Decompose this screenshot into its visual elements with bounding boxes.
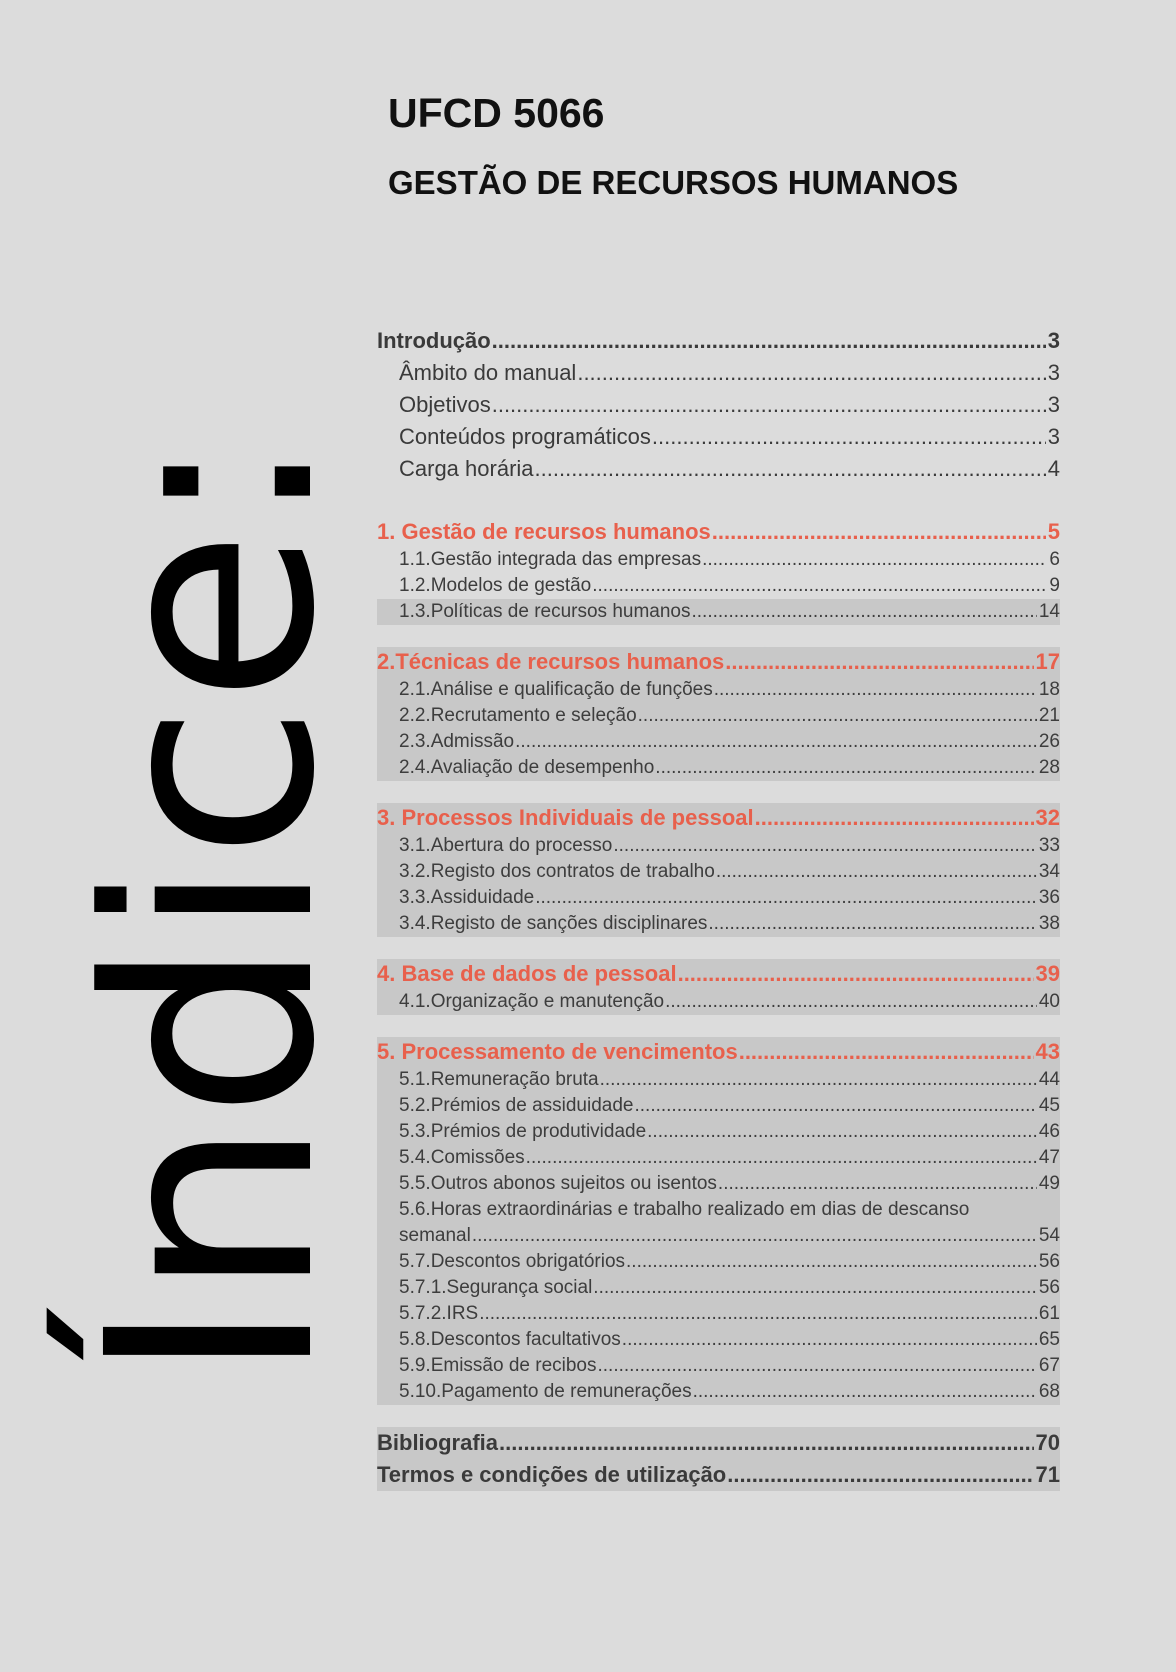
- course-title: GESTÃO DE RECURSOS HUMANOS: [388, 164, 959, 201]
- toc-entry-bibliografia[interactable]: [377, 1427, 1060, 1459]
- toc-leader-dots: [712, 517, 1046, 547]
- toc-entry-label: Âmbito do manual: [399, 360, 577, 385]
- spacer: [377, 625, 1060, 647]
- toc-leader-dots: [526, 1145, 1037, 1171]
- toc-entry-page: 70: [1035, 1430, 1060, 1455]
- toc-leader-dots: [692, 599, 1037, 625]
- toc-entry-page: 44: [1038, 1069, 1060, 1090]
- side-title: Índice:: [46, 433, 377, 1383]
- toc-entry[interactable]: [377, 729, 1060, 755]
- toc-entry-label: Termos e condições de utilização: [377, 1462, 727, 1487]
- toc-leader-dots: [678, 959, 1034, 989]
- toc-leader-dots: [702, 547, 1047, 573]
- toc-leader-dots: [634, 1093, 1036, 1119]
- toc-leader-dots: [592, 573, 1047, 599]
- toc-entry-label: 5.2.Prémios de assiduidade: [399, 1095, 634, 1116]
- toc-entry-page: 18: [1038, 679, 1060, 700]
- toc-entry-label: Conteúdos programáticos: [399, 424, 651, 449]
- toc-entry[interactable]: [377, 573, 1060, 599]
- toc-entry[interactable]: [377, 599, 1060, 625]
- toc-entry-label-continued: semanal: [399, 1225, 471, 1246]
- toc-entry-page: 14: [1038, 601, 1060, 622]
- toc-chapter-page: 32: [1035, 805, 1060, 830]
- toc-leader-dots: [665, 989, 1037, 1015]
- toc-entry-label: 5.7.Descontos obrigatórios: [399, 1251, 626, 1272]
- toc-entry[interactable]: [377, 911, 1060, 937]
- toc-entry-page: 56: [1038, 1251, 1060, 1272]
- toc-entry-page: 9: [1049, 575, 1060, 596]
- toc-chapter-page: 17: [1035, 649, 1060, 674]
- toc-leader-dots: [622, 1327, 1037, 1353]
- toc-entry-label: 3.4.Registo de sanções disciplinares: [399, 913, 708, 934]
- toc-entry-page: 3: [1047, 360, 1060, 385]
- toc-entry-label: 5.4.Comissões: [399, 1147, 525, 1168]
- toc-entry-label: 1.1.Gestão integrada das empresas: [399, 549, 702, 570]
- toc-entry-page: 3: [1047, 392, 1060, 417]
- toc-entry-page: 40: [1038, 991, 1060, 1012]
- toc-leader-dots: [626, 1249, 1037, 1275]
- toc-entry-label: 1.3.Políticas de recursos humanos: [399, 601, 691, 622]
- toc-entry-wrapped-first-line[interactable]: [377, 1197, 1060, 1223]
- toc-chapter-3[interactable]: [377, 803, 1060, 833]
- toc-entry-page: 33: [1038, 835, 1060, 856]
- toc-entry-label: 5.7.1.Segurança social: [399, 1277, 593, 1298]
- toc-entry[interactable]: [377, 1119, 1060, 1145]
- toc-chapter-4[interactable]: [377, 959, 1060, 989]
- toc-chapter-label: 5. Processamento de vencimentos: [377, 1039, 738, 1064]
- toc-chapter-page: 43: [1035, 1039, 1060, 1064]
- spacer: [377, 485, 1060, 517]
- toc-leader-dots: [727, 1459, 1033, 1491]
- toc-leader-dots: [693, 1379, 1037, 1405]
- toc-entry-page: 49: [1038, 1173, 1060, 1194]
- toc-entry-label: 5.9.Emissão de recibos: [399, 1355, 597, 1376]
- toc-entry-label: 1.2.Modelos de gestão: [399, 575, 592, 596]
- toc-leader-dots: [515, 729, 1037, 755]
- toc-entry-label: 5.5.Outros abonos sujeitos ou isentos: [399, 1173, 717, 1194]
- toc-entry-label: 5.1.Remuneração bruta: [399, 1069, 599, 1090]
- toc-entry-page: 47: [1038, 1147, 1060, 1168]
- toc-entry[interactable]: [377, 1275, 1060, 1301]
- toc-entry-label: 2.1.Análise e qualificação de funções: [399, 679, 713, 700]
- toc-entry[interactable]: [377, 755, 1060, 781]
- toc-chapter-1[interactable]: [377, 517, 1060, 547]
- toc-entry[interactable]: [377, 547, 1060, 573]
- toc-entry[interactable]: [377, 885, 1060, 911]
- toc-entry[interactable]: [377, 677, 1060, 703]
- toc-entry-page: 34: [1038, 861, 1060, 882]
- toc-entry-label: 2.3.Admissão: [399, 731, 515, 752]
- toc-entry-page: 65: [1038, 1329, 1060, 1350]
- toc-entry-label: 5.6.Horas extraordinárias e trabalho realizado em dias de descanso: [399, 1199, 970, 1220]
- toc-entry-page: 3: [1047, 424, 1060, 449]
- toc-chapter-2[interactable]: [377, 647, 1060, 677]
- toc-entry-label: Introdução: [377, 328, 491, 353]
- toc-chapter-label: 1. Gestão de recursos humanos: [377, 519, 711, 544]
- toc-entry[interactable]: [377, 1171, 1060, 1197]
- toc-entry-page: 67: [1038, 1355, 1060, 1376]
- course-code: UFCD 5066: [388, 90, 605, 136]
- toc-entry-wrapped-second-line[interactable]: [377, 1223, 1060, 1249]
- toc-chapter-label: 3. Processos Individuais de pessoal: [377, 805, 754, 830]
- toc-entry[interactable]: [377, 703, 1060, 729]
- toc-entry[interactable]: [377, 1379, 1060, 1405]
- toc-entry[interactable]: [377, 421, 1060, 453]
- toc-leader-dots: [714, 677, 1037, 703]
- toc-entry-page: 54: [1038, 1225, 1060, 1246]
- toc-leader-dots: [652, 421, 1046, 453]
- toc-leader-dots: [492, 389, 1046, 421]
- toc-entry-page: 45: [1038, 1095, 1060, 1116]
- toc-leader-dots: [479, 1301, 1037, 1327]
- toc-entry-page: 38: [1038, 913, 1060, 934]
- toc-leader-dots: [725, 647, 1033, 677]
- toc-leader-dots: [716, 859, 1037, 885]
- spacer: [377, 937, 1060, 959]
- toc-entry-label: 2.4.Avaliação de desempenho: [399, 757, 655, 778]
- toc-chapter-page: 39: [1035, 961, 1060, 986]
- toc-leader-dots: [593, 1275, 1037, 1301]
- toc-entry-page: 71: [1035, 1462, 1060, 1487]
- toc-leader-dots: [718, 1171, 1037, 1197]
- toc-entry-label: 3.1.Abertura do processo: [399, 835, 613, 856]
- toc-entry-page: 26: [1038, 731, 1060, 752]
- toc-leader-dots: [598, 1353, 1037, 1379]
- toc-chapter-label: 2.Técnicas de recursos humanos: [377, 649, 725, 674]
- toc-entry-page: 56: [1038, 1277, 1060, 1298]
- spacer: [377, 781, 1060, 803]
- toc-leader-dots: [655, 755, 1037, 781]
- toc-entry[interactable]: [377, 833, 1060, 859]
- toc-leader-dots: [535, 885, 1037, 911]
- toc-entry-page: 68: [1038, 1381, 1060, 1402]
- toc-entry-label: Objetivos: [399, 392, 491, 417]
- toc-entry[interactable]: [377, 1067, 1060, 1093]
- toc-entry[interactable]: [377, 859, 1060, 885]
- toc-entry-label: 5.10.Pagamento de remunerações: [399, 1381, 692, 1402]
- toc-leader-dots: [647, 1119, 1037, 1145]
- toc-chapter-page: 5: [1047, 519, 1060, 544]
- toc-entry-introducao[interactable]: [377, 325, 1060, 357]
- table-of-contents: [377, 325, 1060, 1491]
- toc-entry[interactable]: [377, 1327, 1060, 1353]
- spacer: [377, 1405, 1060, 1427]
- toc-entry-label: 5.3.Prémios de produtividade: [399, 1121, 647, 1142]
- toc-entry[interactable]: [377, 989, 1060, 1015]
- toc-entry-label: 4.1.Organização e manutenção: [399, 991, 665, 1012]
- toc-entry-label: 3.3.Assiduidade: [399, 887, 535, 908]
- toc-leader-dots: [535, 453, 1046, 485]
- toc-entry[interactable]: [377, 1145, 1060, 1171]
- toc-chapter-5[interactable]: [377, 1037, 1060, 1067]
- toc-entry-label: 5.7.2.IRS: [399, 1303, 479, 1324]
- toc-entry-label: 3.2.Registo dos contratos de trabalho: [399, 861, 715, 882]
- toc-entry-page: 4: [1047, 456, 1060, 481]
- toc-leader-dots: [472, 1223, 1037, 1249]
- toc-leader-dots: [600, 1067, 1037, 1093]
- toc-entry-page: 36: [1038, 887, 1060, 908]
- toc-entry-label: 5.8.Descontos facultativos: [399, 1329, 621, 1350]
- toc-entry[interactable]: [377, 357, 1060, 389]
- toc-entry[interactable]: [377, 1353, 1060, 1379]
- toc-entry-label: Carga horária: [399, 456, 534, 481]
- toc-leader-dots: [499, 1427, 1034, 1459]
- toc-entry-page: 28: [1038, 757, 1060, 778]
- toc-entry[interactable]: [377, 1301, 1060, 1327]
- toc-entry[interactable]: [377, 453, 1060, 485]
- toc-entry-page: 6: [1049, 549, 1060, 570]
- toc-entry-label: 2.2.Recrutamento e seleção: [399, 705, 637, 726]
- toc-entry-label: Bibliografia: [377, 1430, 499, 1455]
- toc-entry-page: 61: [1038, 1303, 1060, 1324]
- toc-leader-dots: [613, 833, 1037, 859]
- toc-entry[interactable]: [377, 1093, 1060, 1119]
- toc-entry[interactable]: [377, 1249, 1060, 1275]
- toc-leader-dots: [638, 703, 1037, 729]
- toc-leader-dots: [577, 357, 1045, 389]
- toc-entry-page: 3: [1047, 328, 1060, 353]
- toc-leader-dots: [739, 1037, 1034, 1067]
- spacer: [377, 1015, 1060, 1037]
- toc-leader-dots: [755, 803, 1034, 833]
- toc-entry[interactable]: [377, 389, 1060, 421]
- toc-entry-page: 46: [1038, 1121, 1060, 1142]
- toc-entry-page: 21: [1038, 705, 1060, 726]
- toc-leader-dots: [492, 325, 1046, 357]
- toc-leader-dots: [708, 911, 1036, 937]
- toc-chapter-label: 4. Base de dados de pessoal: [377, 961, 677, 986]
- toc-entry-termos[interactable]: [377, 1459, 1060, 1491]
